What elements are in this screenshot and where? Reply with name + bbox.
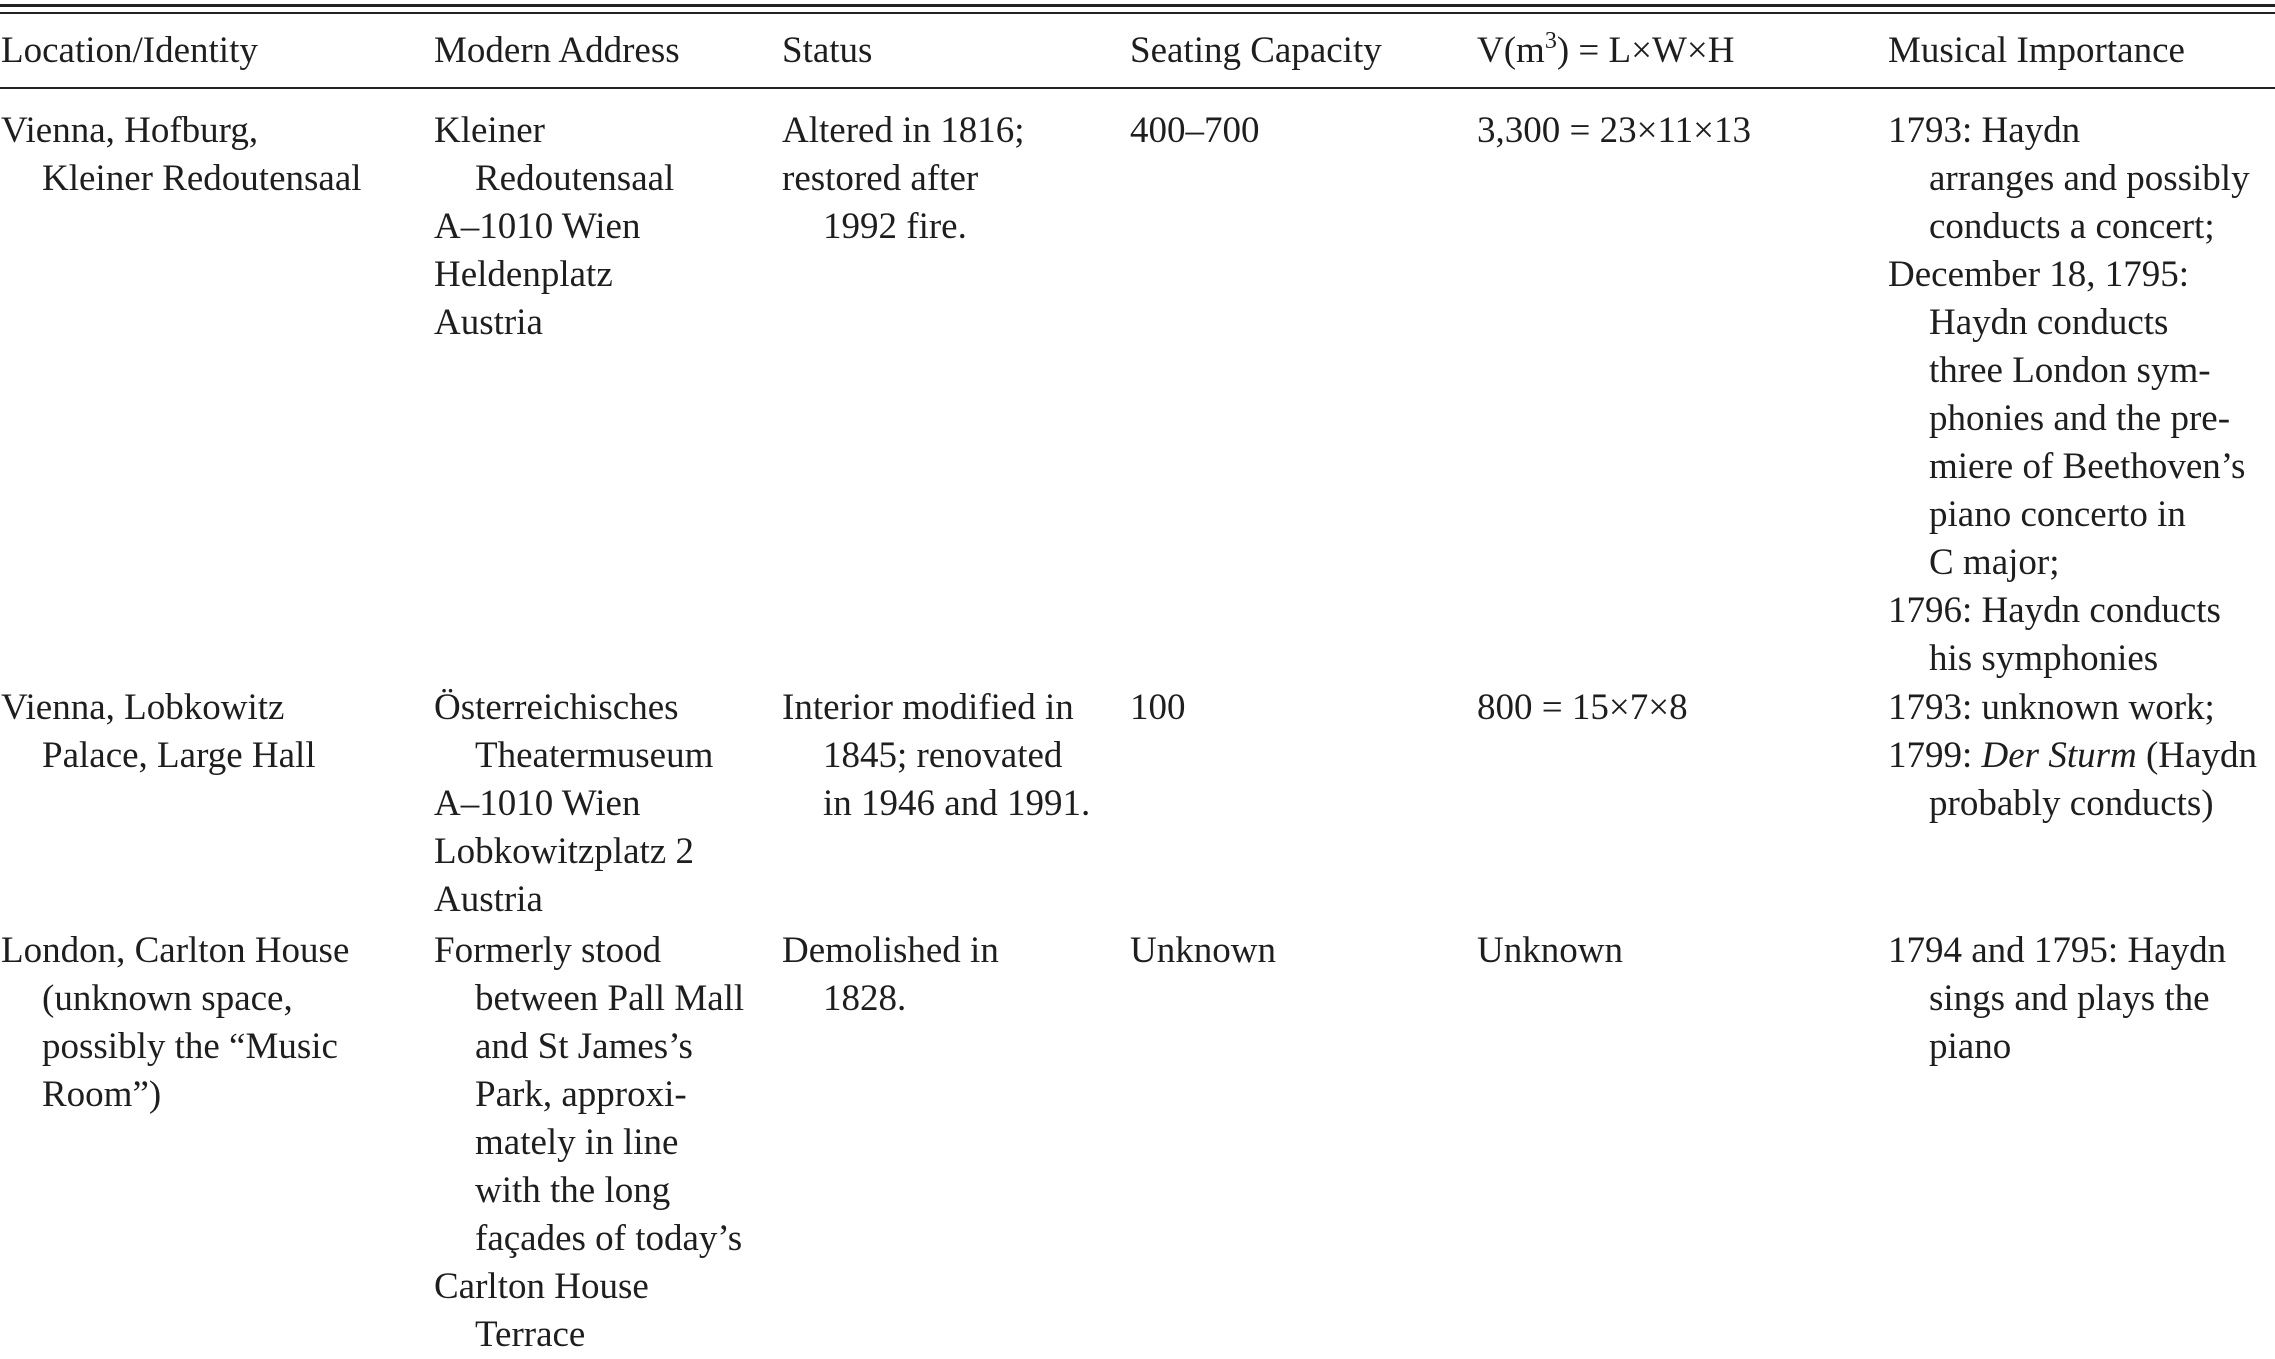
table-top-rule <box>0 4 2275 7</box>
header-volume <box>1477 27 1735 75</box>
cell-volume <box>1477 107 1751 155</box>
cell-line: conducts a concert; <box>1929 206 2215 247</box>
cell-line: his symphonies <box>1929 638 2159 679</box>
importance-year: 1799: <box>1888 735 1982 776</box>
header-address: Modern Address <box>434 30 680 71</box>
cell-line: Altered in 1816; <box>782 110 1025 151</box>
cell-line: 1828. <box>823 978 907 1019</box>
cell-line: London, Carlton House <box>1 930 350 971</box>
cell-line: restored after <box>782 158 979 199</box>
cell-line: 400–700 <box>1130 110 1260 151</box>
cell-line: probably conducts) <box>1929 783 2214 824</box>
cell-line: façades of today’s <box>475 1218 743 1259</box>
cell-line: Room”) <box>42 1074 162 1115</box>
cell-importance <box>1888 107 2250 683</box>
header-location: Location/Identity <box>1 30 258 71</box>
cell-line: Österreichisches <box>434 687 679 728</box>
cell-line: A–1010 Wien <box>434 783 641 824</box>
cell-line: miere of Beethoven’s <box>1929 446 2246 487</box>
cell-line: Redoutensaal <box>475 158 675 199</box>
cell-line: Palace, Large Hall <box>42 735 316 776</box>
header-volume-suffix: ) = L×W×H <box>1556 30 1735 71</box>
cell-line: Terrace <box>475 1314 586 1355</box>
cell-line: 100 <box>1130 687 1186 728</box>
table-top-rule-inner <box>0 12 2275 14</box>
cell-line: in 1946 and 1991. <box>823 783 1091 824</box>
cell-line: Kleiner <box>434 110 545 151</box>
cell-line: C major; <box>1929 542 2060 583</box>
cell-volume <box>1477 927 1623 975</box>
cell-importance <box>1888 927 2226 1071</box>
header-importance: Musical Importance <box>1888 30 2185 71</box>
cell-line: 3,300 = 23×11×13 <box>1477 110 1751 151</box>
cell-seating <box>1130 927 1276 975</box>
cell-line <box>1888 732 2257 780</box>
header-status: Status <box>782 30 873 71</box>
cell-line: 1794 and 1795: Haydn <box>1888 930 2227 971</box>
cell-line: Haydn conducts <box>1929 302 2169 343</box>
cell-line: Park, approxi- <box>475 1074 687 1115</box>
cell-line: Austria <box>434 302 543 343</box>
cell-location <box>1 107 362 203</box>
cell-address <box>434 107 674 347</box>
cell-line: 1796: Haydn conducts <box>1888 590 2221 631</box>
cell-line: 1793: Haydn <box>1888 110 2081 151</box>
cell-location <box>1 684 316 780</box>
cell-line: sings and plays the <box>1929 978 2210 1019</box>
cell-line: Vienna, Hofburg, <box>1 110 259 151</box>
cell-seating <box>1130 684 1186 732</box>
cell-line: 1793: unknown work; <box>1888 687 2215 728</box>
cell-line: A–1010 Wien <box>434 206 641 247</box>
cell-line: 800 = 15×7×8 <box>1477 687 1688 728</box>
cell-line: Vienna, Lobkowitz <box>1 687 285 728</box>
cell-line: three London sym- <box>1929 350 2211 391</box>
cell-status <box>782 684 1090 828</box>
header-rule <box>0 87 2275 89</box>
cell-line: (unknown space, <box>42 978 293 1019</box>
cell-line: piano <box>1929 1026 2012 1067</box>
cell-line: piano concerto in <box>1929 494 2186 535</box>
cell-line: 1992 fire. <box>823 206 967 247</box>
cell-line: between Pall Mall <box>475 978 745 1019</box>
cell-line: with the long <box>475 1170 671 1211</box>
cell-seating <box>1130 107 1260 155</box>
cell-line: Kleiner Redoutensaal <box>42 158 362 199</box>
cell-importance <box>1888 684 2257 828</box>
cell-line: Formerly stood <box>434 930 662 971</box>
cell-line: December 18, 1795: <box>1888 254 2190 295</box>
cell-line: Unknown <box>1130 930 1276 971</box>
cell-line: Interior modified in <box>782 687 1074 728</box>
cell-location <box>1 927 349 1119</box>
cell-line: Carlton House <box>434 1266 649 1307</box>
cell-line: and St James’s <box>475 1026 693 1067</box>
header-volume-sup: 3 <box>1544 28 1557 54</box>
header-volume-prefix: V(m <box>1477 30 1545 71</box>
cell-line: possibly the “Music <box>42 1026 338 1067</box>
cell-line: Theatermuseum <box>475 735 714 776</box>
cell-line: arranges and possibly <box>1929 158 2250 199</box>
cell-line: 1845; renovated <box>823 735 1063 776</box>
cell-line: Heldenplatz <box>434 254 613 295</box>
cell-line: phonies and the pre- <box>1929 398 2231 439</box>
cell-address <box>434 927 744 1359</box>
cell-line: mately in line <box>475 1122 679 1163</box>
cell-status <box>782 107 1025 251</box>
cell-line: Lobkowitzplatz 2 <box>434 831 694 872</box>
cell-volume <box>1477 684 1688 732</box>
cell-line: Demolished in <box>782 930 999 971</box>
importance-note: (Haydn <box>2136 735 2257 776</box>
work-title: Der Sturm <box>1981 735 2137 776</box>
header-seating: Seating Capacity <box>1130 30 1382 71</box>
cell-status <box>782 927 999 1023</box>
cell-address <box>434 684 713 924</box>
cell-line: Unknown <box>1477 930 1623 971</box>
cell-line: Austria <box>434 879 543 920</box>
